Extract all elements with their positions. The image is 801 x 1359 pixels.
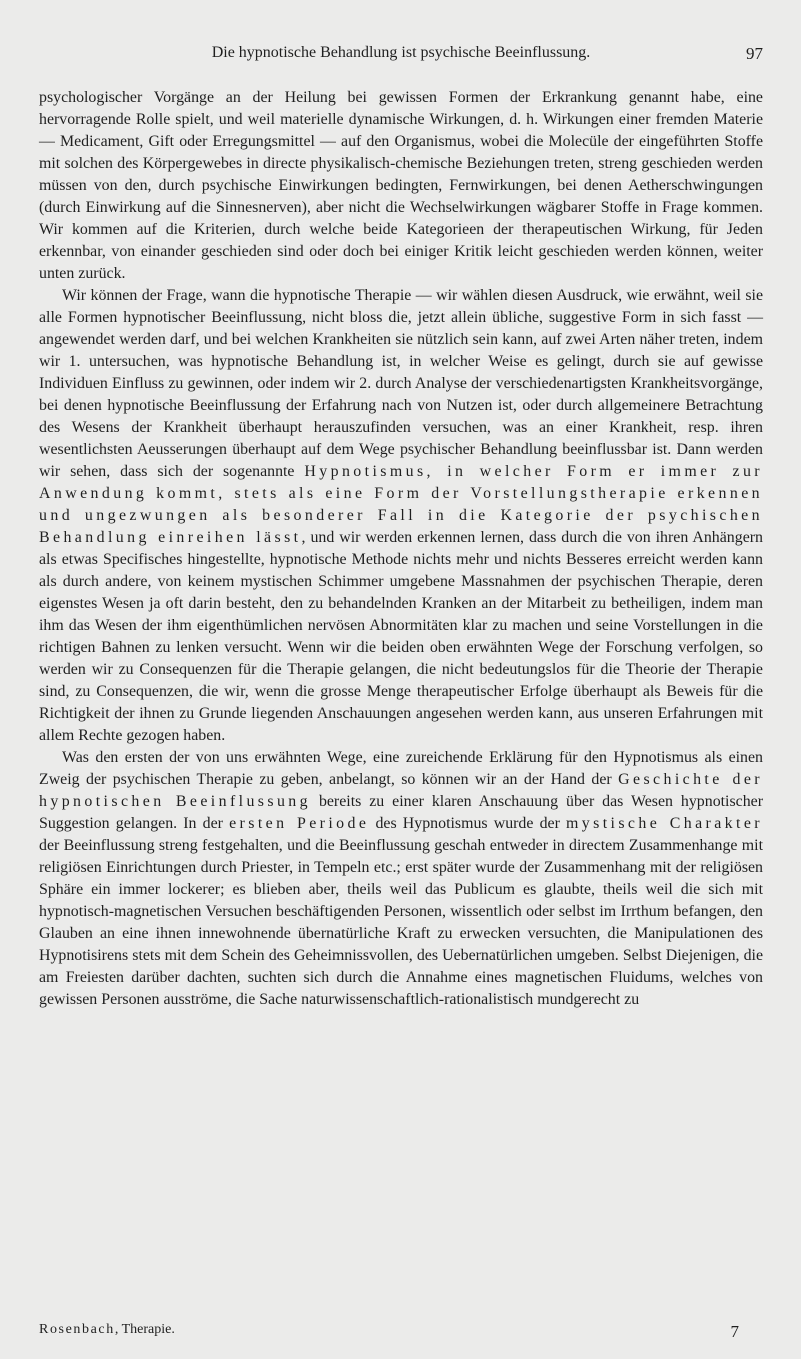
emphasized-thesis: Hypnotismus, in welcher Form er immer zur Anwendung kommt, stets als eine Form der Vorstellungstherapie erkennen und ungezwungen als besonderer Fall in die Kategorie der psychischen Behandlung einreihen lässt (39, 463, 763, 546)
paragraph-2-text: Wir können der Frage, wann die hypnotische Therapie — wir wählen diesen Ausdruck, wie erwähnt, weil sie alle Formen hypnotischer Beeinflussung, nicht bloss die, jetzt allein übliche, suggestive Form in sich fasst — angewendet werden darf, und bei welchen Krankheiten sie nützlich sein kann, auf zwei Arten näher treten, indem wir 1. untersuchen, was hypnotische Behandlung ist, in welcher Weise es gelingt, durch sie auf gewisse Individuen Einfluss zu gewinnen, oder indem wir 2. durch Analyse der verschiedenartigsten Krankheitsvorgänge, bei denen hypnotische Beeinflussung der Erfahrung nach von Nutzen ist, oder durch allgemeinere Betrachtung des Wesens der Krankheit überhaupt herauszufinden versuchen, was an einer Krankheit, resp. ihren wesentlichsten Aeusserungen überhaupt auf dem Wege psychischer Behandlung beeinflussbar ist. Dann werden wir sehen, dass sich der sogenannte (39, 287, 763, 480)
paragraph-3-text-2: bereits zu einer klaren Anschauung über das Wesen hypnotischer Suggestion gelangen. In der (39, 793, 763, 832)
emphasized-mystic-character: mystische Charakter (566, 815, 763, 832)
paragraph-3-text: Was den ersten der von uns erwähnten Wege, eine zureichende Erklärung für den Hypnotismus als einen Zweig der psychischen Therapie zu geben, anbelangt, so können wir an der Hand der (39, 749, 763, 788)
signature-mark: 7 (730, 1322, 739, 1341)
paragraph-1-text: psychologischer Vorgänge an der Heilung bei gewissen Formen der Erkrankung genannt habe, eine hervorragende Rolle spielt, und weil materielle dynamische Wirkungen, d. h. Wirkungen einer fremden Materie — Medicament, Gift oder Erregungsmittel — auf den Organismus, wobei die Molecüle der eingeführten Stoffe mit solchen des Körpergewebes in directe physikalisch-chemische Beziehungen treten, streng geschieden werden müssen von den, durch psychische Einwirkungen bedingten, Fernwirkungen, bei denen Aetherschwingungen (durch Einwirkung auf die Sinnesnerven), aber nicht die Wechselwirkungen wägbarer Stoffe in Frage kommen. Wir kommen auf die Kriterien, durch welche beide Kategorieen der therapeutischen Wirkung, für Jeden erkennbar, von einander geschieden sind oder doch bei einiger Kritik leicht geschieden werden können, weiter unten zurück. (39, 89, 763, 282)
paragraph-1 (39, 87, 763, 285)
body-text (39, 87, 763, 1011)
footer-work: , Therapie. (114, 1322, 175, 1337)
footer-citation (39, 1322, 175, 1338)
page-footer (39, 1322, 763, 1344)
paragraph-3-text-4: der Beeinflussung streng festgehalten, und die Beeinflussung geschah entweder in directem Zusammenhange mit religiösen Einrichtungen durch Priester, in Tempeln etc.; erst später wurde der Zusammenhang mit der religiösen Sphäre ein immer lockerer; es blieben aber, theils weil das Publicum es glaubte, theils weil die sich mit hypnotisch-magnetischen Versuchen beschäftigenden Personen, wissentlich oder selbst im Irrthum befangen, den Glauben an eine ihnen innewohnende übernatürliche Kraft zu erwecken versuchten, die Manipulationen des Hypnotisirens stets mit dem Schein des Geheimnissvollen, des Uebernatürlichen umgeben. Selbst Diejenigen, die am Freiesten darüber dachten, suchten sich durch die Annahme eines magnetischen Fluidums, welches von gewissen Personen ausströme, die Sache naturwissenschaftlich-rationalistisch mundgerecht zu (39, 837, 763, 1008)
footer-author: Rosenbach (39, 1322, 115, 1337)
paragraph-3 (39, 747, 763, 1011)
paragraph-2-text-cont: , und wir werden erkennen lernen, dass durch die von ihren Anhängern als etwas Specifisches hingestellte, hypnotische Methode nichts mehr und nichts Besseres erreicht werden kann als durch andere, von keinem mystischen Schimmer umgebene Massnahmen der psychischen Therapie, deren eigenstes Wesen ja oft darin besteht, den zu behandelnden Kranken an der Mitarbeit zu betheiligen, indem man ihm das Wesen der ihm eigenthümlichen nervösen Abnormitäten klar zu machen und seine Vorstellungen in die richtigen Bahnen zu lenken versucht. Wenn wir die beiden oben erwähnten Wege der Forschung verfolgen, so werden wir zu Consequenzen für die Therapie gelangen, die nicht bedeutungslos für die Theorie der Therapie sind, zu Consequenzen, die wir, wenn die grosse Menge therapeutischer Erfolge überhaupt als Beweis für die Richtigkeit der ihnen zu Grunde liegenden Anschauungen angesehen werden kann, aus unseren Erfahrungen mit allem Rechte gezogen haben. (39, 529, 763, 744)
paragraph-2 (39, 285, 763, 747)
running-head (39, 44, 763, 66)
page-number: 97 (746, 44, 763, 63)
page-title: Die hypnotische Behandlung ist psychische Beeinflussung. (211, 44, 591, 61)
paragraph-3-text-3: des Hypnotismus wurde der (369, 815, 567, 832)
emphasized-first-period: ersten Periode (229, 815, 370, 832)
emphasized-history: Geschichte der hypnotischen Beeinflussung (39, 771, 763, 810)
